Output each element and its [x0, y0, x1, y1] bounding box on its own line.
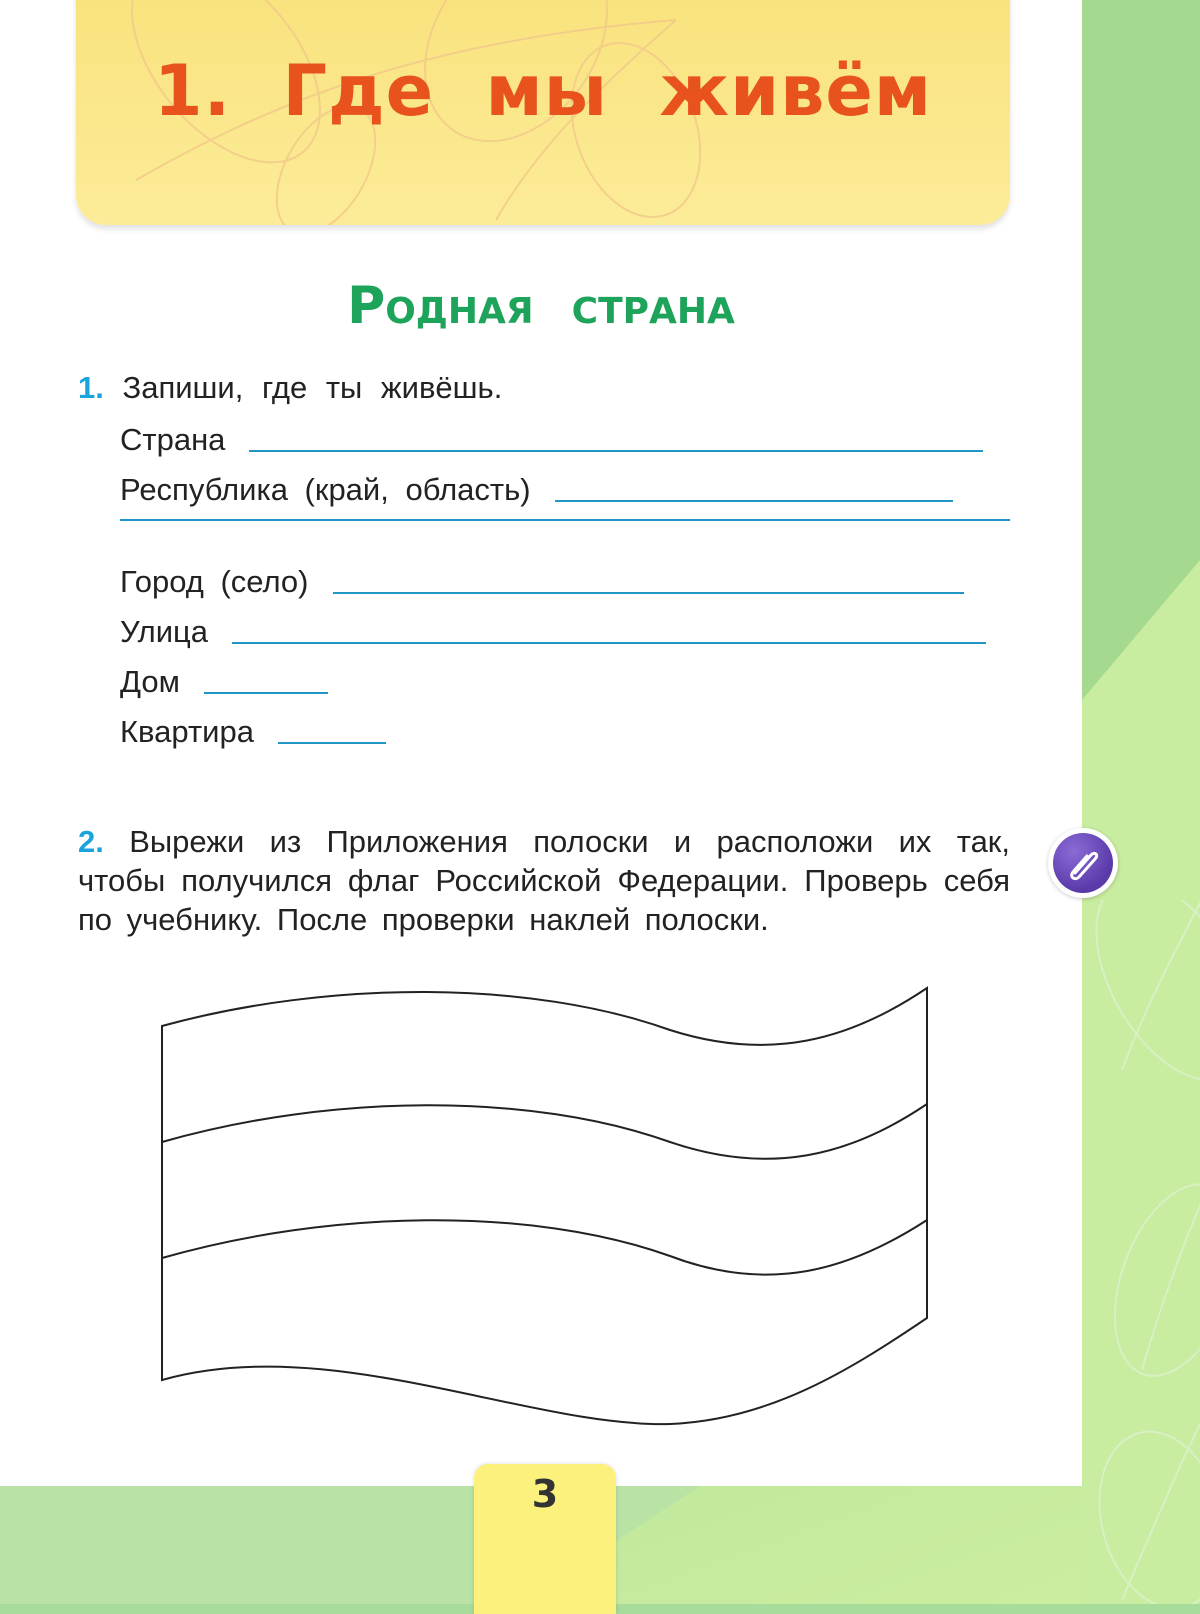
task-number: 2.	[78, 824, 104, 859]
appendix-link[interactable]	[1048, 828, 1118, 898]
field-street	[120, 614, 986, 650]
section-title: Родная страна	[347, 276, 735, 336]
answer-line[interactable]	[120, 518, 1010, 521]
field-label: Республика (край, область)	[120, 472, 531, 507]
field-label: Квартира	[120, 714, 254, 749]
field-label: Город (село)	[120, 564, 309, 599]
task-number: 1.	[78, 370, 104, 405]
field-label: Страна	[120, 422, 226, 457]
answer-line[interactable]	[204, 691, 328, 694]
field-label: Улица	[120, 614, 209, 649]
flag-stripe-divider-bottom	[162, 1220, 927, 1275]
task-2-prompt	[78, 822, 1010, 939]
answer-line[interactable]	[278, 741, 386, 744]
field-label: Дом	[120, 664, 180, 699]
chapter-banner	[76, 0, 1010, 225]
flag-border	[162, 988, 927, 1424]
answer-line[interactable]	[555, 499, 953, 502]
task-text: Запиши, где ты живёшь.	[122, 370, 503, 405]
flag-stripe-divider-top	[162, 1104, 927, 1159]
field-country	[120, 422, 983, 458]
task-1-prompt	[78, 370, 502, 406]
field-region-continued	[120, 518, 1010, 527]
field-region	[120, 472, 953, 508]
chapter-title: 1. Где мы живём	[153, 50, 933, 132]
field-apartment	[120, 714, 386, 750]
task-text: Вырежи из Приложения полоски и расположи их так, чтобы получился флаг Российской Федерации. Проверь себя по учебнику. После проверки наклей полоски.	[78, 824, 1010, 937]
leaf-decoration	[1082, 900, 1200, 1609]
page-number: 3	[531, 1472, 559, 1516]
answer-line[interactable]	[333, 591, 964, 594]
page-number-tab	[474, 1464, 616, 1614]
field-city	[120, 564, 964, 600]
field-house	[120, 664, 328, 700]
answer-line[interactable]	[249, 449, 983, 452]
answer-line[interactable]	[232, 641, 986, 644]
paperclip-icon	[1053, 833, 1113, 893]
flag-outline	[150, 980, 940, 1430]
